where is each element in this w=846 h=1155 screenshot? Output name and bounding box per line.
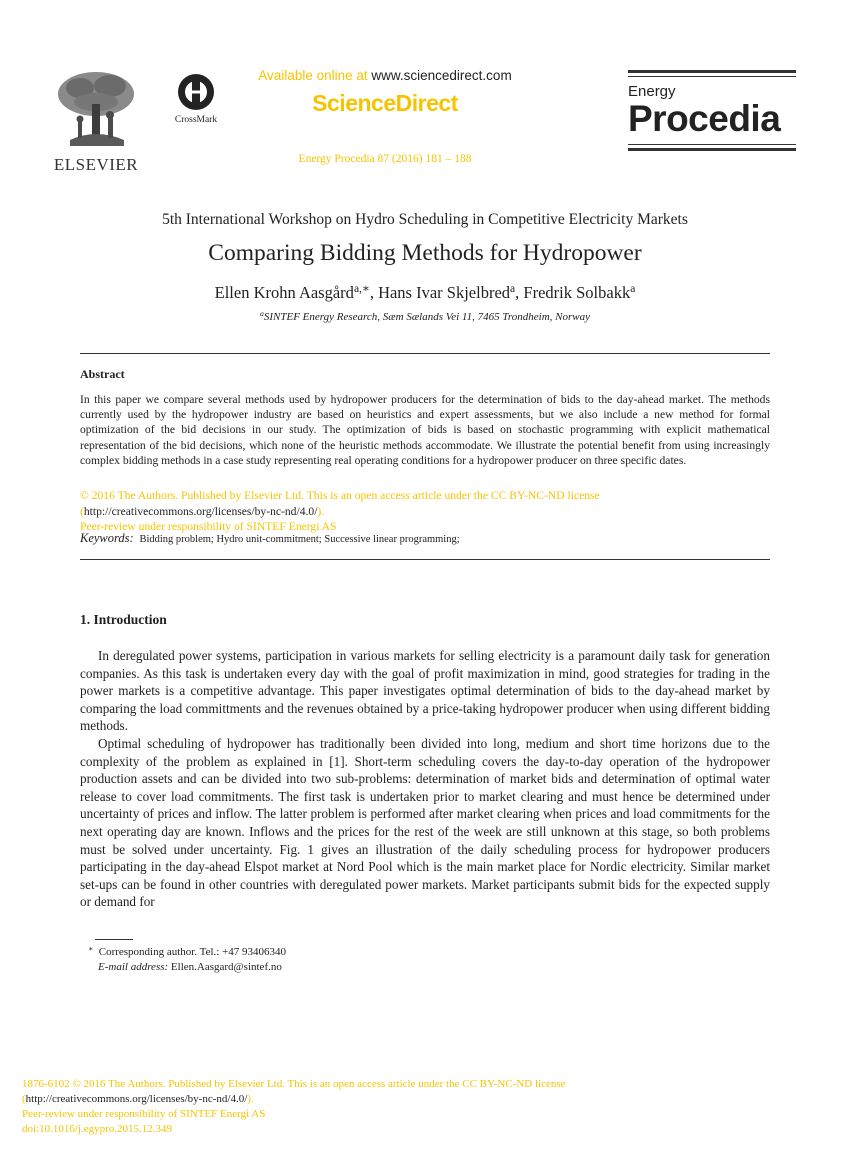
intro-paragraph-2: Optimal scheduling of hydropower has traditionally been divided into long, medium and short time horizons due to the complexity of the problem as explained in [1]. Short-term scheduling covers the day-to-day operation of the hydropower production assets and can be divided into two sub-problems: determination of market bids and determination of optimal water release to cover load commitments. The first task is undertaken prior to market clearing and must hence be determined under uncertainty of prices and inflow. The latter problem is performed after market clearing when prices and load commitments for the next operating day are known. Inflows and the prices for the rest of the week are still unknown at this stage, so both problems must be solved under uncertainty. Fig. 1 gives an illustration of the daily scheduling process for hydropower producers participating in the day-ahead Elspot market at Nord Pool which is the main market place for Nordic electricity. Similar market set-ups can be found in other countries with deregulated power markets. Market participants submit bids for the expected supply or demand for [80,736,770,910]
sciencedirect-wordmark: ScienceDirect [312,90,458,116]
author-1-affil: a,∗ [353,283,370,296]
email-link[interactable]: Ellen.Aasgard@sintef.no [170,961,282,973]
abstract-peer-review: Peer-review under responsibility of SINTEF Energi AS [80,520,337,533]
issn-line: 1876-6102 © 2016 The Authors. Published by Elsevier Ltd. This is an open access article under the CC BY-NC-ND license [22,1078,566,1090]
crossmark-icon [176,72,216,112]
elsevier-tree-icon [50,68,142,148]
intro-paragraph-1: In deregulated power systems, participation in various markets for selling electricity is a paramount daily task for generation companies. As this task is undertaken every day with the goal of profit maximization in mind, good strategies for trading in the power markets is a competitive advantage. This paper investigates optimal determination of bids to the day-ahead market by comparing the load committments and the revenues obtained by a price-taking hydropower producer when using different bidding methods. [80,648,770,734]
author-2-affil: a [510,283,516,296]
author-list [60,283,790,303]
keywords-label: Keywords: [80,531,134,545]
abstract-heading: Abstract [80,367,125,381]
crossmark-label: CrossMark [174,115,218,125]
footnote-corresponding-text: Corresponding author. Tel.: +47 93406340 [98,946,287,958]
footnote-marker: ∗ [88,944,94,954]
workshop-name: 5th International Workshop on Hydro Scheduling in Competitive Electricity Markets [162,211,688,228]
publisher-name: ELSEVIER [53,155,139,174]
email-label: E-mail address: [98,961,169,973]
bottom-imprint [22,1077,566,1137]
logo-bottom-rule [628,144,796,145]
footnote-email [88,960,286,975]
bottom-license [22,1092,566,1107]
elsevier-logo [50,68,142,174]
author-sep: , [369,283,379,302]
abstract-bottom-rule [80,559,770,560]
affiliation-text: SINTEF Energy Research, Sæm Sælands Vei 11, 7465 Trondheim, Norway [263,311,590,323]
author-3: Fredrik Solbakk [523,283,631,302]
author-3-affil: a [630,283,636,296]
sciencedirect-link[interactable]: www.sciencedirect.com [371,68,512,83]
footnote-rule [95,939,133,940]
bottom-license-open: ( [22,1093,26,1105]
journal-name-big: Procedia [628,98,781,139]
paper-title: Comparing Bidding Methods for Hydropower [208,240,642,266]
logo-top-rule [628,70,796,73]
abstract-body: In this paper we compare several methods used by hydropower producers for the determination of bids to the day-ahead market. The methods currently used by the hydropower industry are based on heuristics and expert assessments, but we also include a new method for formal optimization of the bid decisions in our study. The optimization of bids is based on stochastic programming with explicit mathematical representation of the bid decisions, which none of the heuristic methods accommodate. We illustrate the potential benefit from using increasingly complex bidding methods in a case study representing real operating conditions for a hydropower producer on three specific dates. [80,393,770,467]
abstract-copyright: © 2016 The Authors. Published by Elsevier Ltd. This is an open access article under the CC BY-NC-ND license [80,489,600,502]
bottom-peer-review: Peer-review under responsibility of SINTEF Energi AS [22,1108,266,1120]
logo-top-rule-thin [628,76,796,77]
logo-bottom-rule-thick [628,148,796,151]
section-heading-introduction: 1. Introduction [80,612,167,627]
bottom-license-link[interactable]: http://creativecommons.org/licenses/by-nc-nd/4.0/ [25,1093,248,1105]
abstract-license [80,504,324,519]
doi: doi:10.1016/j.egypro.2015.12.349 [22,1123,173,1135]
author-sep: , [515,283,524,302]
journal-name-small: Energy [628,83,676,100]
license-open-paren: ( [80,505,84,518]
license-close-paren: ). [317,505,325,518]
bottom-license-close: ). [247,1093,254,1105]
abstract-top-rule [80,353,770,354]
available-prefix: Available online at [258,68,372,83]
energy-procedia-logo [628,70,796,166]
license-link[interactable]: http://creativecommons.org/licenses/by-nc-nd/4.0/ [83,505,318,518]
affiliation [60,311,790,323]
keywords-text: Bidding problem; Hydro unit-commitment; Successive linear programming; [139,534,460,545]
keywords [80,531,460,546]
author-2: Hans Ivar Skjelbred [378,283,511,302]
available-online [230,68,540,83]
author-1: Ellen Krohn Aasgård [214,283,354,302]
footnote-corresponding [88,945,286,960]
affiliation-marker: a [260,309,264,319]
crossmark-badge[interactable] [168,72,224,125]
journal-citation: Energy Procedia 87 (2016) 181 – 188 [298,153,472,165]
footnote [88,945,286,975]
